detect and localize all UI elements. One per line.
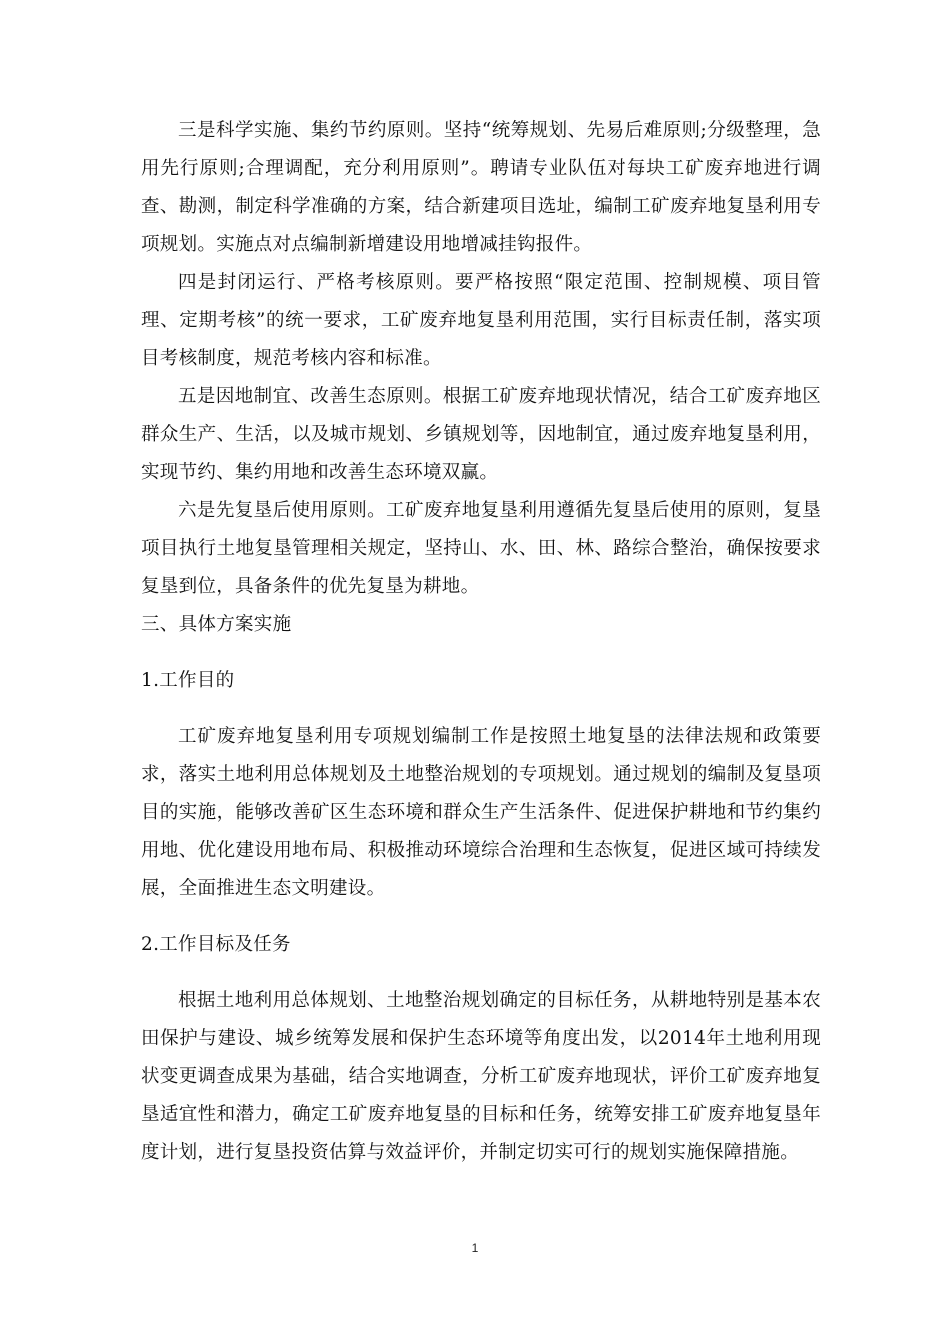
subheading-work-goals: 2.工作目标及任务 (141, 934, 291, 955)
paragraph-principle-6: 六是先复垦后使用原则。工矿废弃地复垦利用遵循先复垦后使用的原则，复垦项目执行土地复垦管理相关规定，坚持山、水、田、林、路综合整治，确保按要求复垦到位，具备条件的优先复垦为耕地。 (141, 500, 821, 597)
page-number: 1 (471, 1241, 479, 1255)
section-heading-3: 三、具体方案实施 (141, 614, 292, 635)
subheading-work-purpose: 1.工作目的 (141, 670, 235, 691)
paragraph-principle-5: 五是因地制宜、改善生态原则。根据工矿废弃地现状情况，结合工矿废弃地区群众生产、生活，以及城市规划、乡镇规划等，因地制宜，通过废弃地复垦利用，实现节约、集约用地和改善生态环境双赢。 (141, 386, 821, 483)
paragraph-principle-4: 四是封闭运行、严格考核原则。要严格按照“限定范围、控制规模、项目管理、定期考核”的统一要求，工矿废弃地复垦利用范围，实行目标责任制，落实项目考核制度，规范考核内容和标准。 (141, 272, 821, 369)
paragraph-work-purpose: 工矿废弃地复垦利用专项规划编制工作是按照土地复垦的法律法规和政策要求，落实土地利用总体规划及土地整治规划的专项规划。通过规划的编制及复垦项目的实施，能够改善矿区生态环境和群众生产生活条件、促进保护耕地和节约集约用地、优化建设用地布局、积极推动环境综合治理和生态恢复，促进区域可持续发展，全面推进生态文明建设。 (141, 726, 821, 899)
paragraph-principle-3: 三是科学实施、集约节约原则。坚持“统筹规划、先易后难原则;分级整理，急用先行原则;合理调配，充分利用原则”。聘请专业队伍对每块工矿废弃地进行调查、勘测，制定科学准确的方案，结合新建项目选址，编制工矿废弃地复垦利用专项规划。实施点对点编制新增建设用地增减挂钩报件。 (141, 120, 821, 255)
document-body (141, 112, 821, 1172)
paragraph-work-goals: 根据土地利用总体规划、土地整治规划确定的目标任务，从耕地特别是基本农田保护与建设、城乡统筹发展和保护生态环境等角度出发，以2014年土地利用现状变更调查成果为基础，结合实地调查，分析工矿废弃地现状，评价工矿废弃地复垦适宜性和潜力，确定工矿废弃地复垦的目标和任务，统筹安排工矿废弃地复垦年度计划，进行复垦投资估算与效益评价，并制定切实可行的规划实施保障措施。 (141, 990, 821, 1163)
